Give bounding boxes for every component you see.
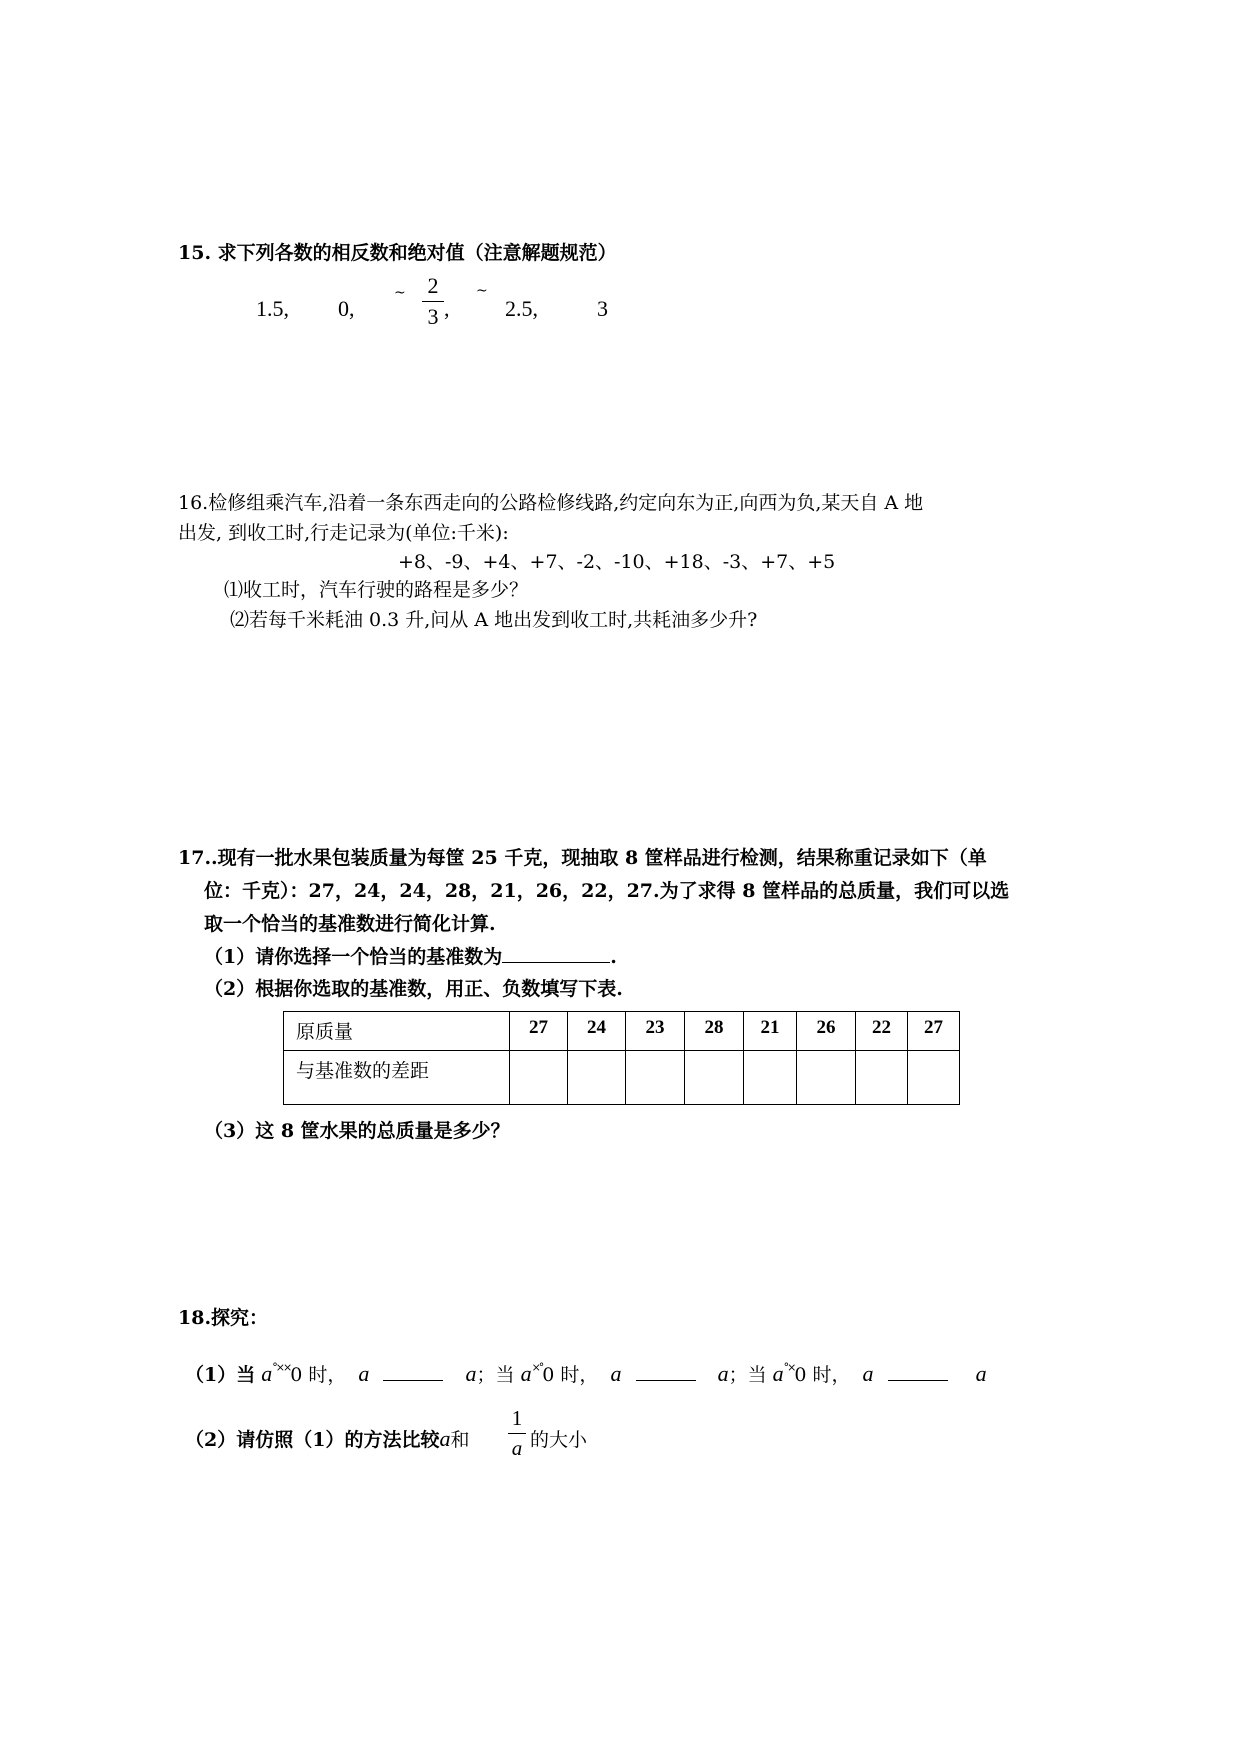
table-cell-value: 23 xyxy=(626,1012,685,1051)
q17-table xyxy=(283,1011,960,1105)
table-cell-empty[interactable] xyxy=(797,1051,856,1105)
table-cell-value: 28 xyxy=(685,1012,744,1051)
q17-sub-3: （3）这 8 筐水果的总质量是多少？ xyxy=(204,1120,510,1142)
q15-value-4: 2.5, xyxy=(505,296,538,321)
table-cell-empty[interactable] xyxy=(568,1051,626,1105)
q18-blank-3[interactable] xyxy=(888,1364,948,1381)
table-cell-empty[interactable] xyxy=(510,1051,568,1105)
table-cell-empty[interactable] xyxy=(626,1051,685,1105)
q18-part-2: （2）请仿照（1）的方法比较a和 xyxy=(185,1426,470,1451)
q18-blank-2[interactable] xyxy=(636,1364,696,1381)
q17-sub-1: （1）请你选择一个恰当的基准数为 . xyxy=(204,946,617,968)
table-cell-value: 27 xyxy=(908,1012,960,1051)
q17-line-3: 取一个恰当的基准数进行简化计算. xyxy=(204,913,496,935)
q15-fraction-bar xyxy=(422,301,444,302)
q17-answer-blank[interactable] xyxy=(502,944,610,963)
q15-fraction-comma: , xyxy=(444,296,450,321)
q16-records: +8、-9、+4、+7、-2、-10、+18、-3、+7、+5 xyxy=(398,551,836,573)
table-cell-empty[interactable] xyxy=(908,1051,960,1105)
q15-neg-sign-1: ~ xyxy=(394,285,406,301)
q15-value-5: 3 xyxy=(597,296,608,321)
q18-fraction xyxy=(508,1406,526,1461)
q17-line-2: 位：千克）：27，24，24，28，21，26，22，27.为了求得 8 筐样品的总质量，我们可以选 xyxy=(204,880,1010,902)
q18-part-1: （1）当 a°××0 时， a a；当 a×°0 时， a a；当 a°×0 时， a a xyxy=(185,1361,987,1386)
table-row xyxy=(284,1012,960,1051)
q17-sub-2: （2）根据你选取的基准数，用正、负数填写下表. xyxy=(204,978,623,1000)
q15-neg-sign-2: ~ xyxy=(476,283,488,299)
q17-line-1: 17..现有一批水果包装质量为每筐 25 千克，现抽取 8 筐样品进行检测，结果称重记录如下（单 xyxy=(178,847,987,869)
q18-title: 18.探究： xyxy=(178,1307,269,1329)
table-row xyxy=(284,1051,960,1105)
q15-fraction-numerator: 2 xyxy=(427,273,439,298)
table-header-original-mass: 原质量 xyxy=(284,1012,510,1051)
table-cell-empty[interactable] xyxy=(856,1051,908,1105)
table-cell-empty[interactable] xyxy=(744,1051,797,1105)
q18-fraction-numerator: 1 xyxy=(511,1406,523,1430)
q15-fraction-denominator: 3 xyxy=(427,304,439,329)
q15-title: 15. 求下列各数的相反数和绝对值（注意解题规范） xyxy=(178,242,617,264)
q15-fraction xyxy=(422,273,444,330)
table-header-difference: 与基准数的差距 xyxy=(284,1051,510,1105)
table-cell-value: 27 xyxy=(510,1012,568,1051)
q15-value-1: 1.5, xyxy=(256,296,289,321)
table-cell-value: 24 xyxy=(568,1012,626,1051)
q16-sub-1: ⑴收工时，汽车行驶的路程是多少？ xyxy=(224,579,529,601)
table-cell-value: 21 xyxy=(744,1012,797,1051)
q18-fraction-bar xyxy=(508,1433,526,1434)
table-cell-value: 26 xyxy=(797,1012,856,1051)
q15-value-2: 0, xyxy=(338,296,355,321)
q16-sub-2: ⑵若每千米耗油 0.3 升,问从 A 地出发到收工时,共耗油多少升? xyxy=(230,609,758,631)
q18-blank-1[interactable] xyxy=(383,1364,443,1381)
q18-fraction-denominator: a xyxy=(511,1436,523,1460)
table-cell-empty[interactable] xyxy=(685,1051,744,1105)
q16-line-1: 16.检修组乘汽车,沿着一条东西走向的公路检修线路,约定向东为正,向西为负,某天自 A 地 xyxy=(178,492,924,514)
q18-part-2-end: 的大小 xyxy=(530,1429,588,1451)
q16-line-2: 出发, 到收工时,行走记录为(单位:千米): xyxy=(178,522,509,544)
table-cell-value: 22 xyxy=(856,1012,908,1051)
